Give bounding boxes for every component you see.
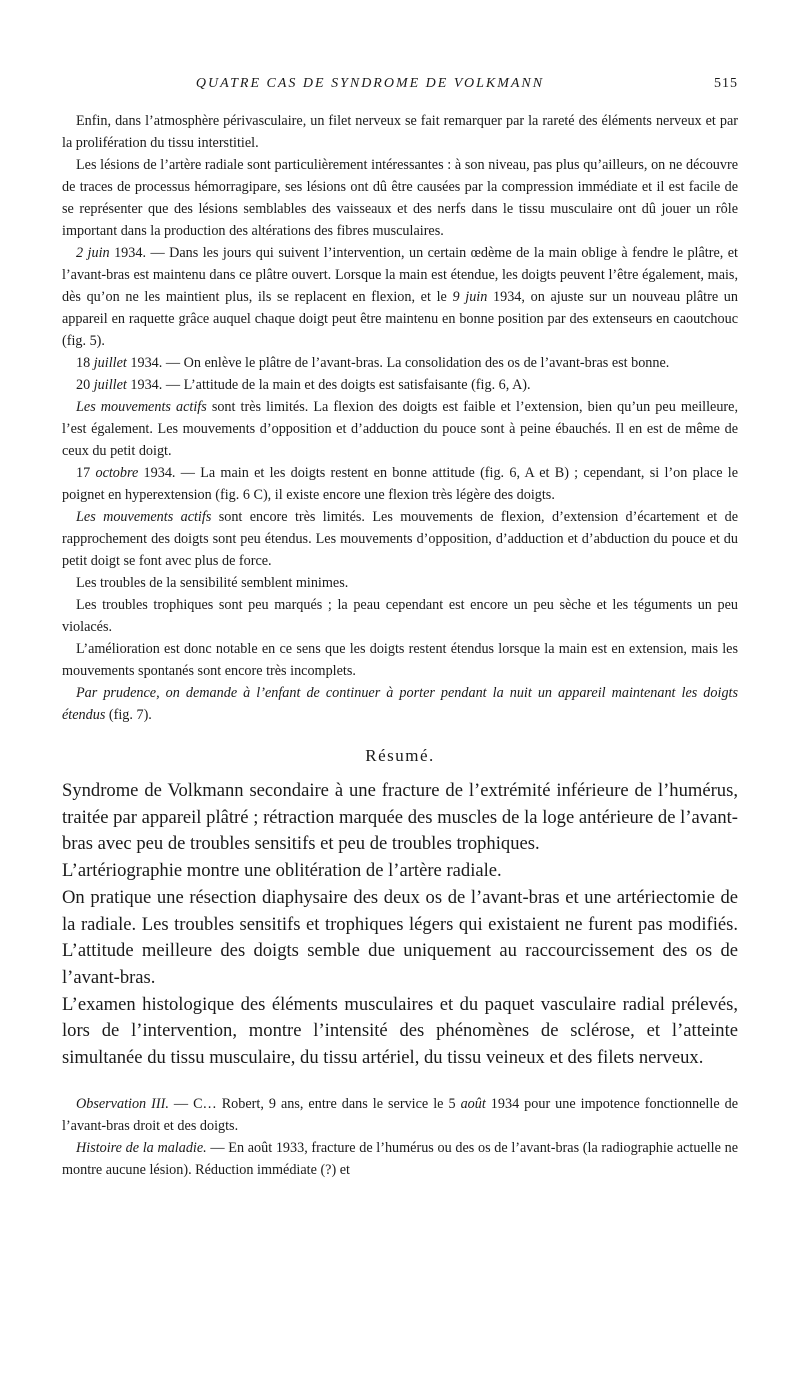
entry-text: sont encore très limités. Les mouvements de flexion, d’extension d’écartement et de rapprochement des doigts sont peu étendus. Les mouvements d’opposition, d’adduction et d’abduction du pouce et du petit doigt se font avec plus de force. (62, 509, 738, 569)
italic-lead: Les mouvements actifs (76, 509, 212, 525)
entry-text: 1934. — La main et les doigts restent en bonne attitude (fig. 6, A et B) ; cependant, si l’on place le poignet en hyperextension (fig. 6 C), il existe encore une flexion très légère des doigts. (62, 465, 739, 503)
page-number: 515 (714, 76, 738, 91)
date-text: 2 juin (76, 245, 110, 261)
day-number: 20 (76, 377, 94, 393)
paragraph-dated-entry (62, 352, 738, 374)
running-header (62, 76, 738, 102)
paragraph-dated-entry (62, 462, 738, 506)
resume-paragraph: L’examen histologique des éléments musculaires et du paquet vasculaire radial prélevés, lors de l’intervention, montre l’intensité des phénomènes de sclérose, et l’atteinte simultanée du tissu musculaire, du tissu artériel, du tissu veineux et des filets nerveux. (62, 993, 738, 1069)
entry-text: 1934. — On enlève le plâtre de l’avant-bras. La consolidation des os de l’avant-bras est bonne. (126, 355, 670, 371)
running-title: QUATRE CAS DE SYNDROME DE VOLKMANN (195, 76, 545, 91)
paragraph (62, 506, 738, 572)
entry-text: 1934 pour une impotence fonctionnelle de l’avant-bras droit et des doigts. (62, 1095, 739, 1134)
paragraph: L’amélioration est donc notable en ce sens que les doigts restent étendus lorsque la main est en extension, mais les mouvements spontanés sont encore très incomplets. (62, 641, 738, 679)
resume-paragraph: L’artériographie montre une oblitération de l’artère radiale. (62, 860, 502, 882)
history-label: Histoire de la maladie. (76, 1139, 207, 1156)
entry-text: 1934. — Dans les jours qui suivent l’intervention, un certain œdème de la main oblige à fendre le plâtre, et l’avant-bras est maintenu dans ce plâtre ouvert. Lorsque la main est étendue, les doigts peuvent l’être également, mais, dès qu’on ne les maintient plus, ils se replacent en flexion, et le (62, 245, 738, 305)
resume-paragraph: On pratique une résection diaphysaire des deux os de l’avant-bras et une artériectomie de la radiale. Les troubles sensitifs et trophiques légers qui existaient ne furent pas modifiés. L’attitude meilleure des doigts semble due uniquement au raccourcissement des os de l’avant-bras. (62, 886, 738, 988)
italic-lead: Par prudence, on demande à l’enfant de continuer à porter pendant la nuit un appareil maintenant les doigts étendus (62, 685, 738, 723)
italic-lead: Les mouvements actifs (76, 399, 207, 415)
paragraph-dated-entry (62, 242, 738, 352)
paragraph: Les troubles trophiques sont peu marqués ; la peau cependant est encore un peu sèche et les téguments un peu violacés. (62, 597, 738, 635)
entry-text: sont très limités. La flexion des doigts est faible et l’extension, bien qu’un peu meilleure, l’est également. Les mouvements d’opposition et d’adduction du pouce sont à peine ébauchés. Il en est de même de ceux du petit doigt. (62, 399, 738, 459)
journal-page (62, 0, 738, 1181)
paragraph: Les lésions de l’artère radiale sont particulièrement intéressantes : à son niveau, pas plus qu’ailleurs, on ne découvre de traces de processus hémorragipare, ses lésions ont dû être causées par la compression immédiate et il est facile de se représenter que des lésions semblables des vaisseaux et des nerfs dans le tissu musculaire ont dû jouer un rôle important dans la production des altérations des fibres musculaires. (62, 157, 738, 239)
day-number: 17 (76, 465, 96, 481)
date-text: octobre (95, 465, 139, 481)
date-text: août (460, 1095, 486, 1112)
date-text: juillet (93, 355, 127, 371)
paragraph: Enfin, dans l’atmosphère périvasculaire, un filet nerveux se fait remarquer par la rareté des éléments nerveux et par la prolifération du tissu interstitiel. (62, 113, 738, 151)
resume-paragraph: Syndrome de Volkmann secondaire à une fracture de l’extrémité inférieure de l’humérus, traitée par appareil plâtré ; rétraction marquée des muscles de la loge antérieure de l’avant-bras avec peu de troubles sensitifs et peu de troubles trophiques. (62, 780, 738, 855)
observation-paragraph (62, 1093, 738, 1137)
entry-text: 1934. — L’attitude de la main et des doigts est satisfaisante (fig. 6, A). (126, 377, 531, 393)
date-text: 9 juin (452, 289, 488, 305)
date-text: juillet (93, 377, 127, 393)
entry-text: — En août 1933, fracture de l’humérus ou des os de l’avant-bras (la radiographie actuelle ne montre aucune lésion). Réduction immédiate (?) et (62, 1139, 738, 1178)
paragraph-dated-entry (62, 374, 738, 396)
section-heading-resume: Résumé. (365, 746, 435, 765)
case-report-section (62, 110, 738, 726)
paragraph (62, 396, 738, 462)
observation-label: Observation III. (76, 1095, 169, 1112)
paragraph: Les troubles de la sensibilité semblent minimes. (76, 575, 349, 591)
paragraph (62, 682, 738, 726)
observation-section (62, 1093, 738, 1181)
entry-text: 1934, on ajuste sur un nouveau plâtre un appareil en raquette grâce auquel chaque doigt peut être maintenu en bonne position par des extenseurs en caoutchouc (fig. 5). (62, 289, 738, 349)
entry-text: — C… Robert, 9 ans, entre dans le service le 5 (168, 1095, 461, 1112)
entry-text: (fig. 7). (105, 707, 152, 723)
day-number: 18 (76, 355, 94, 371)
history-paragraph (62, 1137, 738, 1181)
resume-section (62, 778, 738, 1072)
